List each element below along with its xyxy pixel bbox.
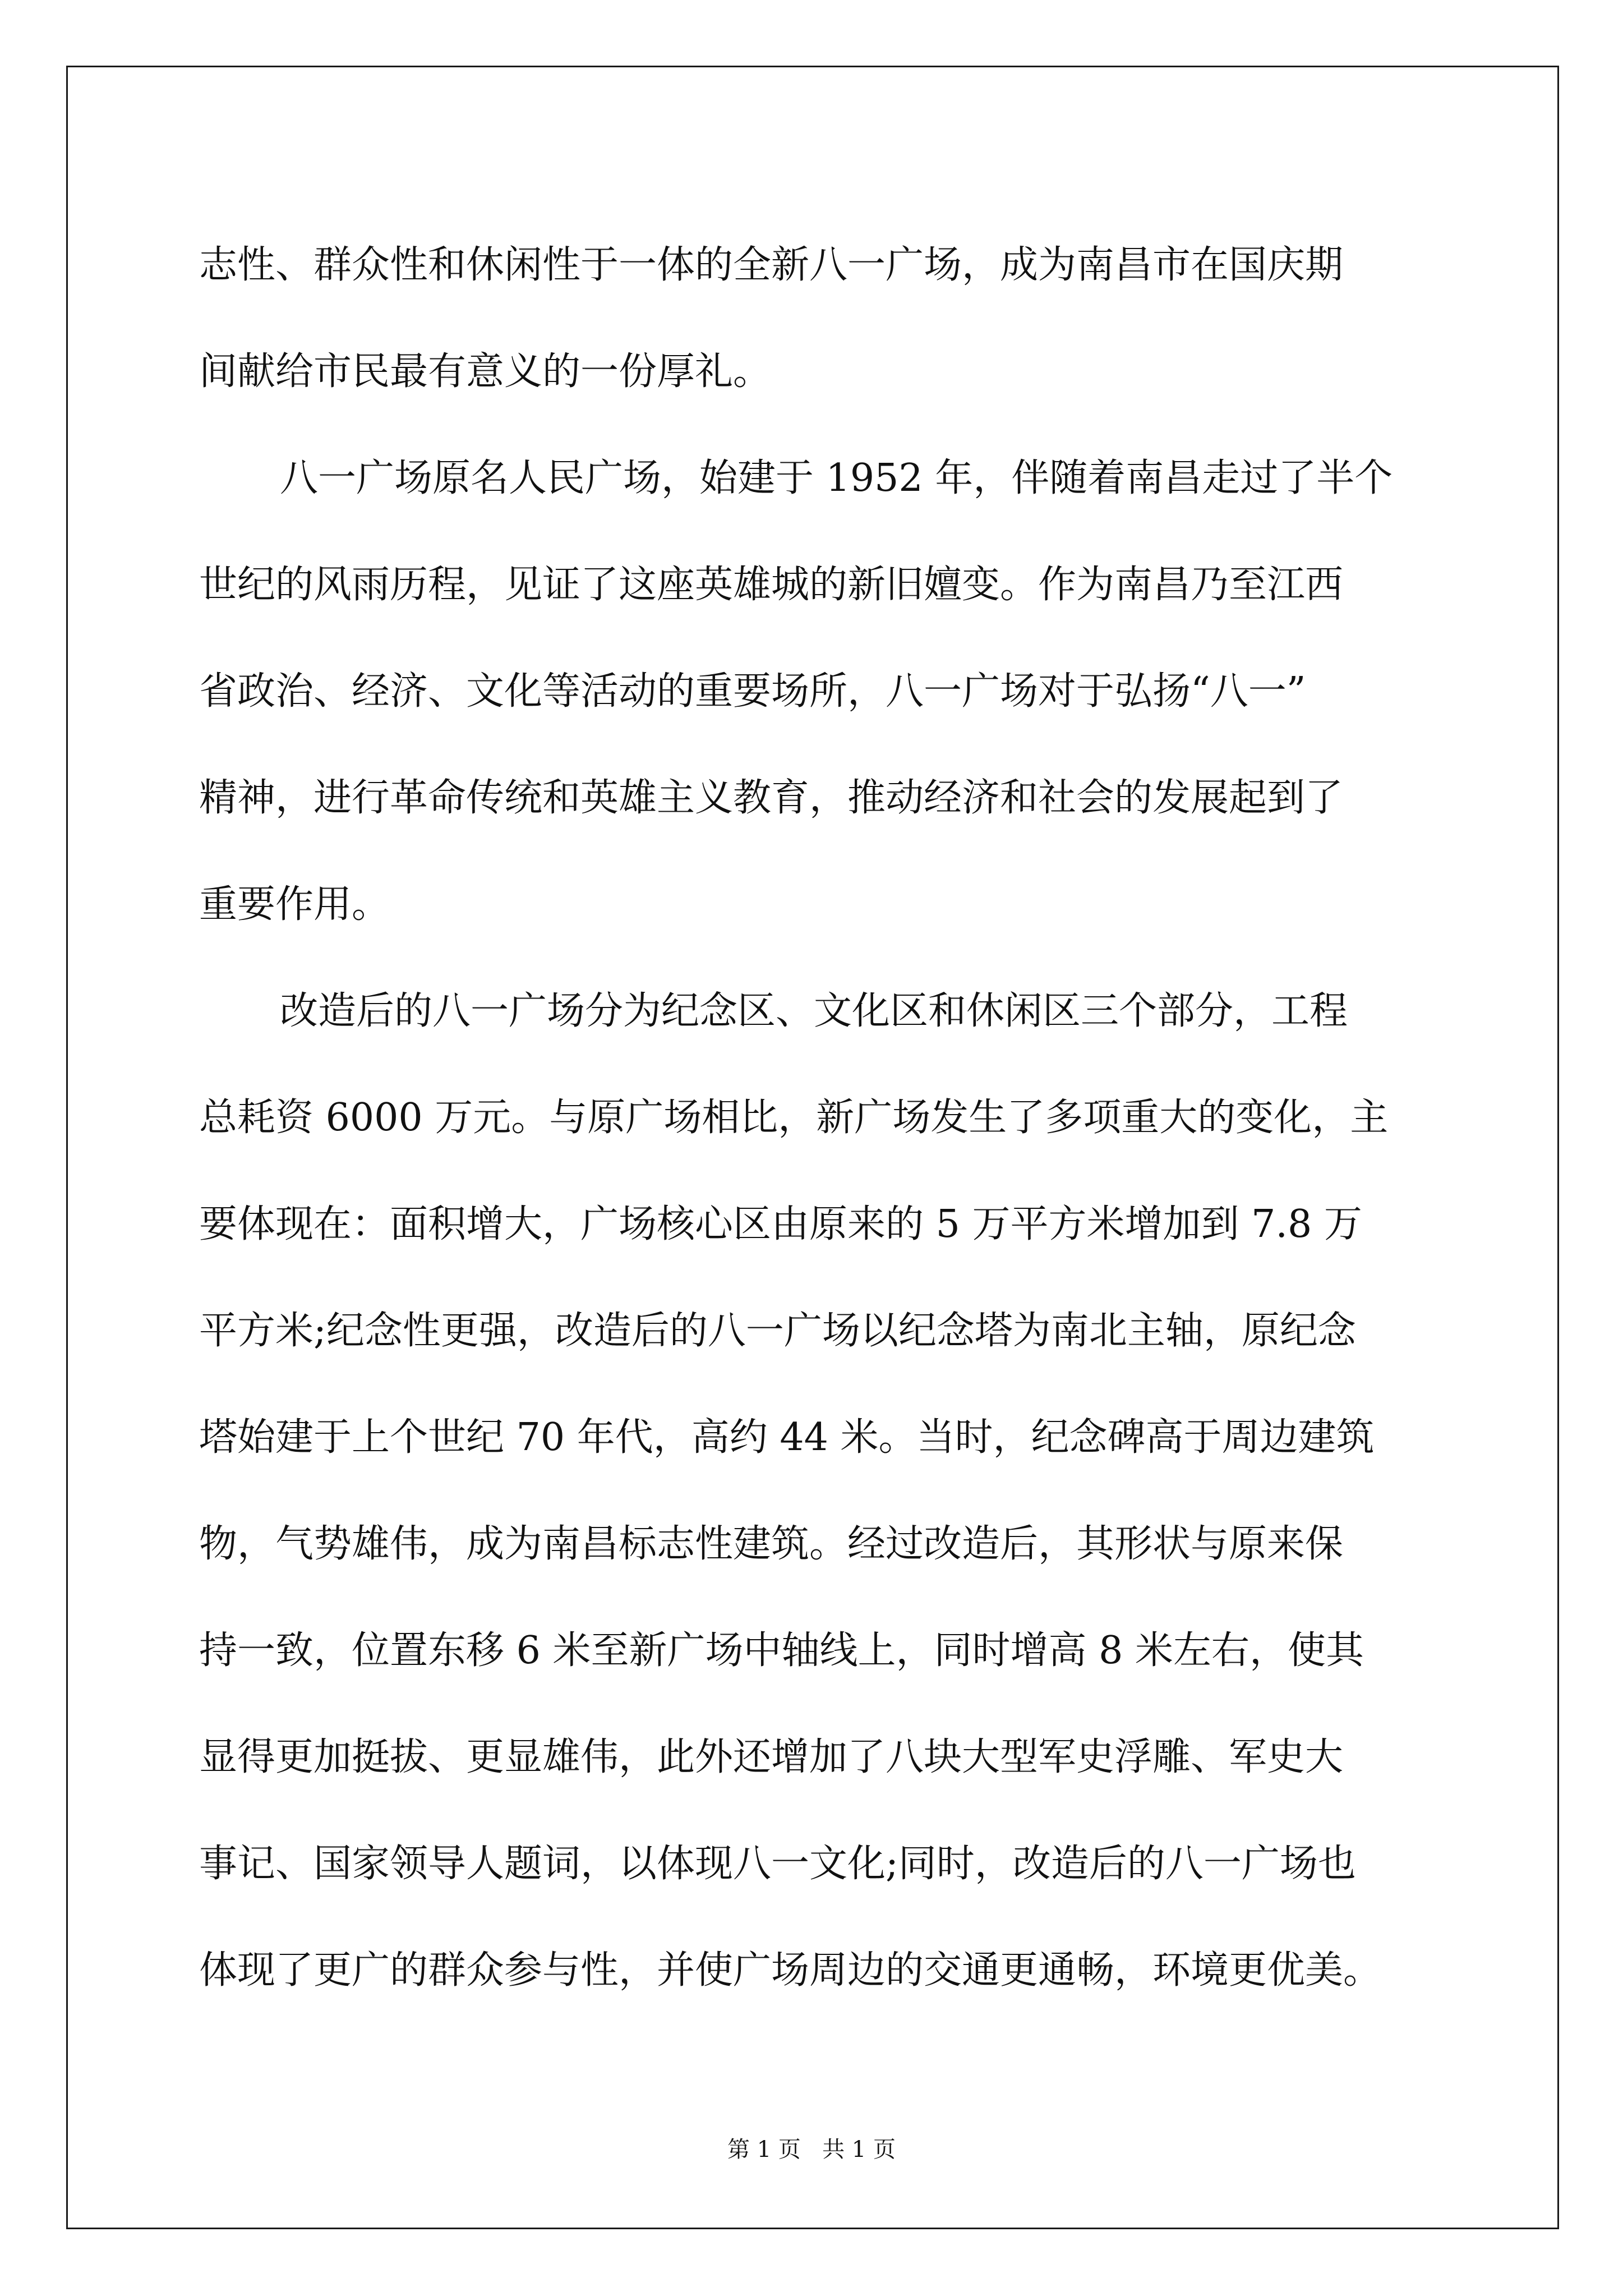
page-total: 共 1 页 <box>822 2137 896 2162</box>
paragraph-start-line: 改造后的八一广场分为纪念区、文化区和休闲区三个部分，工程 <box>280 989 1348 1033</box>
text-line: 持一致，位置东移 6 米至新广场中轴线上，同时增高 8 米左右，使其 <box>199 1628 1364 1673</box>
text-line: 塔始建于上个世纪 70 年代，高约 44 米。当时，纪念碑高于周边建筑 <box>199 1415 1375 1460</box>
text-line: 省政治、经济、文化等活动的重要场所，八一广场对于弘扬“八一” <box>199 669 1306 714</box>
text-line: 世纪的风雨历程，见证了这座英雄城的新旧嬗变。作为南昌乃至江西 <box>199 563 1344 607</box>
text-line: 重要作用。 <box>199 882 390 927</box>
paragraph-start-line: 八一广场原名人民广场，始建于 1952 年，伴随着南昌走过了半个 <box>280 456 1393 500</box>
text-line: 总耗资 6000 万元。与原广场相比，新广场发生了多项重大的变化，主 <box>199 1096 1389 1140</box>
text-line: 物，气势雄伟，成为南昌标志性建筑。经过改造后，其形状与原来保 <box>199 1522 1344 1566</box>
text-line: 精神，进行革命传统和英雄主义教育，推动经济和社会的发展起到了 <box>199 776 1344 820</box>
text-line: 志性、群众性和休闲性于一体的全新八一广场，成为南昌市在国庆期 <box>199 243 1344 287</box>
page-footer <box>0 2132 1623 2164</box>
text-line: 体现了更广的群众参与性，并使广场周边的交通更通畅，环境更优美。 <box>199 1948 1382 1993</box>
text-line: 平方米;纪念性更强，改造后的八一广场以纪念塔为南北主轴，原纪念 <box>199 1309 1356 1353</box>
text-line: 要体现在：面积增大，广场核心区由原来的 5 万平方米增加到 7.8 万 <box>199 1202 1362 1246</box>
document-body <box>199 212 1430 2024</box>
text-line: 间献给市民最有意义的一份厚礼。 <box>199 349 772 394</box>
text-line: 显得更加挺拔、更显雄伟，此外还增加了八块大型军史浮雕、军史大 <box>199 1735 1344 1779</box>
text-line: 事记、国家领导人题词，以体现八一文化;同时，改造后的八一广场也 <box>199 1842 1356 1886</box>
page-number: 第 1 页 <box>727 2137 801 2162</box>
